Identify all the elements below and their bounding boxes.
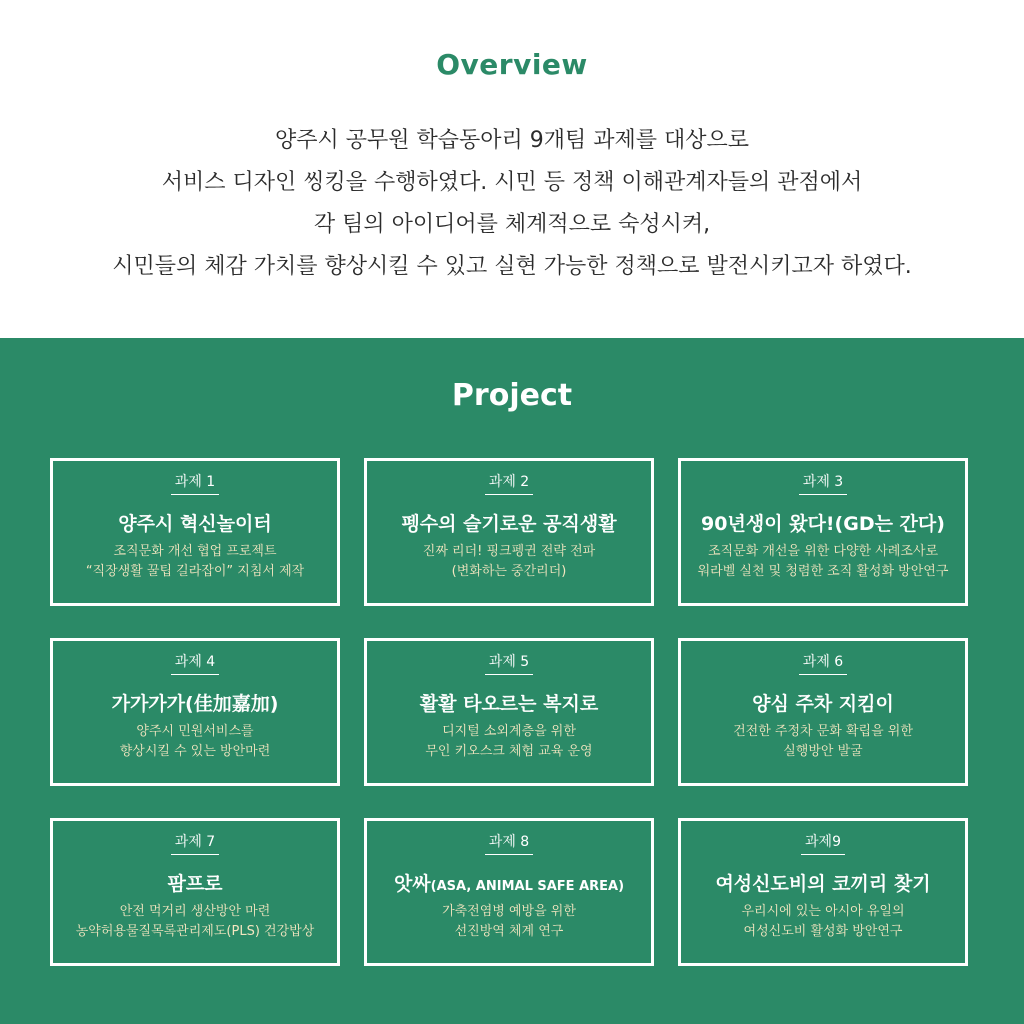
card-desc-line: 농약허용물질목록관리제도(PLS) 건강밥상 (75, 924, 315, 939)
card-label: 과제 6 (799, 651, 847, 675)
card-desc-line: 양주시 민원서비스를 (136, 724, 254, 739)
overview-section (0, 0, 1024, 338)
project-card-8 (364, 818, 654, 966)
project-card-7 (50, 818, 340, 966)
card-desc-line: 여성신도비 활성화 방안연구 (743, 924, 903, 939)
project-card-5 (364, 638, 654, 786)
card-title (681, 509, 965, 536)
overview-line: 양주시 공무원 학습동아리 9개팀 과제를 대상으로 (274, 128, 749, 153)
card-description (53, 542, 337, 582)
card-description (367, 902, 651, 942)
card-desc-line: 조직문화 개선을 위한 다양한 사례조사로 (707, 544, 938, 559)
card-title (681, 869, 965, 896)
card-label: 과제9 (801, 831, 845, 855)
card-title-text: 가가가가(佳加嘉加) (111, 693, 279, 715)
card-title-text: 여성신도비의 코끼리 찾기 (715, 873, 931, 895)
card-desc-line: 무인 키오스크 체험 교육 운영 (425, 744, 593, 759)
card-title (53, 509, 337, 536)
card-title-text: 활활 타오르는 복지로 (419, 693, 599, 715)
project-card-9 (678, 818, 968, 966)
card-desc-line: 선진방역 체계 연구 (454, 924, 564, 939)
card-description (53, 722, 337, 762)
card-description (681, 722, 965, 762)
card-desc-line: 건전한 주정차 문화 확립을 위한 (733, 724, 913, 739)
card-title (53, 869, 337, 896)
card-description (53, 902, 337, 942)
card-title (367, 869, 651, 896)
overview-line: 시민들의 체감 가치를 향상시킬 수 있고 실현 가능한 정책으로 발전시키고자 하였다. (112, 254, 912, 279)
card-label: 과제 7 (171, 831, 219, 855)
card-title (367, 509, 651, 536)
card-title-text: 양주시 혁신놀이터 (118, 513, 272, 535)
card-description (681, 542, 965, 582)
card-title-text: 90년생이 왔다!(GD는 간다) (701, 513, 945, 535)
overview-paragraph (0, 120, 1024, 288)
card-title-text: 팜프로 (167, 873, 223, 895)
card-description (367, 542, 651, 582)
card-desc-line: 조직문화 개선 협업 프로젝트 (113, 544, 277, 559)
card-label: 과제 5 (485, 651, 533, 675)
card-desc-line: 디지털 소외계층을 위한 (442, 724, 576, 739)
card-label: 과제 4 (171, 651, 219, 675)
project-card-4 (50, 638, 340, 786)
project-card-3 (678, 458, 968, 606)
card-label: 과제 2 (485, 471, 533, 495)
project-section (0, 338, 1024, 1024)
card-label: 과제 8 (485, 831, 533, 855)
card-description (681, 902, 965, 942)
card-title (681, 689, 965, 716)
project-card-6 (678, 638, 968, 786)
card-desc-line: 우리시에 있는 아시아 유일의 (741, 904, 905, 919)
card-desc-line: (변화하는 중간리더) (451, 564, 567, 579)
overview-line: 서비스 디자인 씽킹을 수행하였다. 시민 등 정책 이해관계자들의 관점에서 (161, 170, 863, 195)
card-title-text: 앗싸 (393, 873, 431, 895)
project-card-1 (50, 458, 340, 606)
card-title (53, 689, 337, 716)
card-title-small: (ASA, ANIMAL SAFE AREA) (430, 879, 625, 894)
project-card-2 (364, 458, 654, 606)
card-title (367, 689, 651, 716)
card-title-text: 펭수의 슬기로운 공직생활 (401, 513, 617, 535)
card-desc-line: 진짜 리더! 핑크펭귄 전략 전파 (422, 544, 596, 559)
project-heading: Project (451, 378, 573, 413)
overview-heading: Overview (436, 48, 588, 81)
card-title-text: 양심 주차 지킴이 (752, 693, 894, 715)
card-label: 과제 1 (171, 471, 219, 495)
card-desc-line: 실행방안 발굴 (783, 744, 863, 759)
card-desc-line: 향상시킬 수 있는 방안마련 (119, 744, 271, 759)
card-desc-line: “직장생활 꿀팁 길라잡이” 지침서 제작 (85, 564, 305, 579)
card-desc-line: 워라벨 실천 및 청렴한 조직 활성화 방안연구 (697, 564, 949, 579)
card-label: 과제 3 (799, 471, 847, 495)
card-description (367, 722, 651, 762)
card-desc-line: 안전 먹거리 생산방안 마련 (119, 904, 271, 919)
card-desc-line: 가축전염병 예방을 위한 (442, 904, 576, 919)
overview-line: 각 팀의 아이디어를 체계적으로 숙성시켜, (313, 212, 711, 237)
